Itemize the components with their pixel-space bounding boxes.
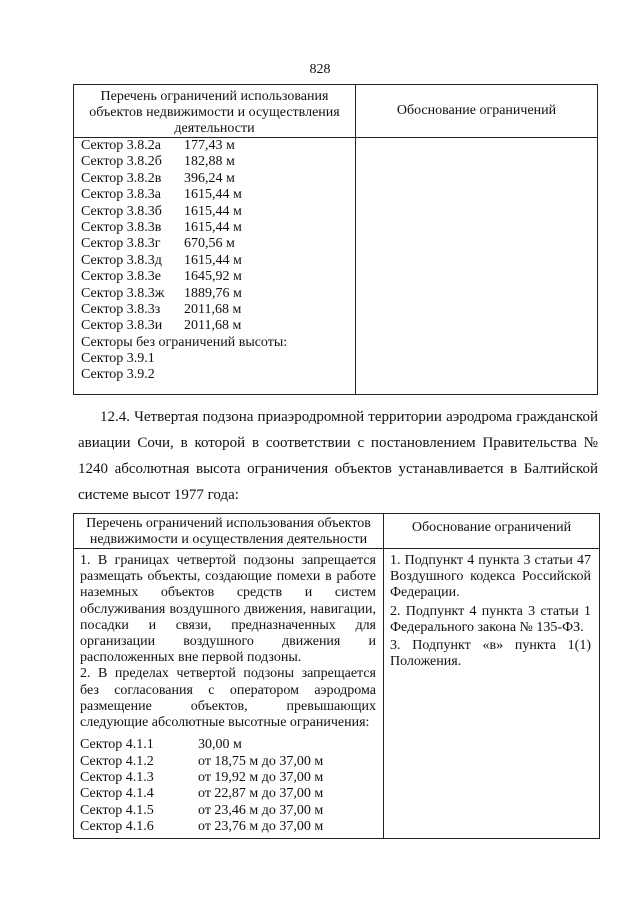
table-row [81, 236, 355, 252]
table-row [80, 819, 376, 835]
section-paragraph [78, 404, 598, 508]
restriction-item-2: 2. В пределах четвертой подзоны запрещается без согласования с оператором аэродрома размещение объектов, превышающих следующие абсолютные высотные ограничения: [80, 666, 376, 731]
sector-height: 30,00 м [198, 737, 242, 753]
sector-height: 1645,92 м [184, 269, 242, 285]
basis-item-1: 1. Подпункт 4 пункта 3 статьи 47 Воздушного кодекса Российской Федерации. [390, 553, 591, 601]
table-row [80, 737, 376, 753]
table2-header-right: Обоснование ограничений [384, 514, 600, 549]
basis-item-2: 2. Подпункт 4 пункта 3 статьи 1 Федерального закона № 135-ФЗ. [390, 603, 591, 635]
sector-name: Сектор 3.8.2а [81, 138, 161, 153]
table-row [81, 286, 355, 302]
no-limit-sector: Сектор 3.9.1 [81, 351, 155, 367]
sector-height: от 18,75 м до 37,00 м [198, 753, 324, 769]
sector-name: Сектор 3.8.3д [81, 252, 162, 268]
sector-name: Сектор 3.8.3г [81, 236, 161, 252]
table1-header-left: Перечень ограничений использования объектов недвижимости и осуществления деятельности [74, 85, 356, 138]
sector-name: Сектор 4.1.5 [80, 802, 154, 818]
no-limit-label: Секторы без ограничений высоты: [81, 334, 288, 350]
basis-item-3: 3. Подпункт «в» пункта 1(1) Положения. [390, 638, 591, 670]
table-row [81, 302, 355, 318]
sector-name: Сектор 3.8.3ж [81, 285, 165, 301]
sector-height: 1615,44 м [184, 252, 242, 268]
table1-header-right: Обоснование ограничений [356, 85, 598, 138]
sector-height: 177,43 м [184, 138, 235, 153]
table-row [81, 318, 355, 334]
table-row [81, 138, 355, 154]
table-row [81, 220, 355, 236]
sector-height: 396,24 м [184, 170, 235, 186]
page-number: 828 [309, 62, 331, 77]
sector-height: 1615,44 м [184, 219, 242, 235]
sector-name: Сектор 4.1.3 [80, 770, 154, 786]
table-row [81, 171, 355, 187]
table-row [81, 269, 355, 285]
sector-height: 2011,68 м [184, 318, 242, 334]
sector-name: Сектор 3.8.2в [81, 170, 162, 186]
restriction-item-1: 1. В границах четвертой подзоны запрещается размещать объекты, создающие помехи в работе наземных объектов средств и систем обслуживания воздушного движения, навигации, посадки и связи, предназначенных для организации воздушного движения и расположенных вне первой подзоны. [80, 553, 376, 666]
sector-name: Сектор 3.8.3в [81, 219, 162, 235]
table2-header-left: Перечень ограничений использования объектов недвижимости и осуществления деятельности [74, 514, 384, 549]
sector-name: Сектор 3.8.3з [81, 301, 161, 317]
sector-height: 182,88 м [184, 154, 235, 170]
table-row [81, 204, 355, 220]
table-row [81, 187, 355, 203]
sector-name: Сектор 3.8.3а [81, 187, 161, 203]
table-row [81, 253, 355, 269]
sector-name: Сектор 3.8.3е [81, 269, 161, 285]
table-row [81, 154, 355, 170]
paragraph-text: 12.4. Четвертая подзона приаэродромной территории аэродрома гражданской авиации Сочи, в которой в соответствии с постановлением Правительства № 1240 абсолютная высота ограничения объектов устанавливается в Балтийской системе высот 1977 года: [78, 409, 598, 503]
sector-height: от 19,92 м до 37,00 м [198, 770, 324, 786]
sector-name: Сектор 4.1.1 [80, 737, 154, 753]
sector-name: Сектор 4.1.4 [80, 786, 154, 802]
sector-height: 1615,44 м [184, 203, 242, 219]
sector-name: Сектор 3.8.3и [81, 318, 163, 334]
sector-height: 2011,68 м [184, 301, 242, 317]
sector-name: Сектор 3.8.2б [81, 154, 162, 170]
sector-height: 670,56 м [184, 236, 235, 252]
table2-basis-cell [384, 549, 600, 839]
table1-sector-list [74, 138, 356, 395]
sector-height: от 22,87 м до 37,00 м [198, 786, 324, 802]
table2-restrictions-cell [74, 549, 384, 839]
sector-height: от 23,76 м до 37,00 м [198, 819, 324, 835]
sector-name: Сектор 4.1.6 [80, 819, 154, 835]
restrictions-table-subzone-4 [73, 513, 600, 839]
restrictions-table-sector-3 [73, 84, 598, 395]
table-row [80, 803, 376, 819]
sector-height: 1889,76 м [184, 285, 242, 301]
sector-name: Сектор 4.1.2 [80, 753, 154, 769]
table-row [80, 754, 376, 770]
sector-name: Сектор 3.8.3б [81, 203, 162, 219]
sector-height: от 23,46 м до 37,00 м [198, 802, 324, 818]
table1-basis-empty [356, 138, 598, 395]
no-limit-sector: Сектор 3.9.2 [81, 367, 155, 383]
table-row [80, 786, 376, 802]
sector-height: 1615,44 м [184, 187, 242, 203]
table-row [80, 770, 376, 786]
